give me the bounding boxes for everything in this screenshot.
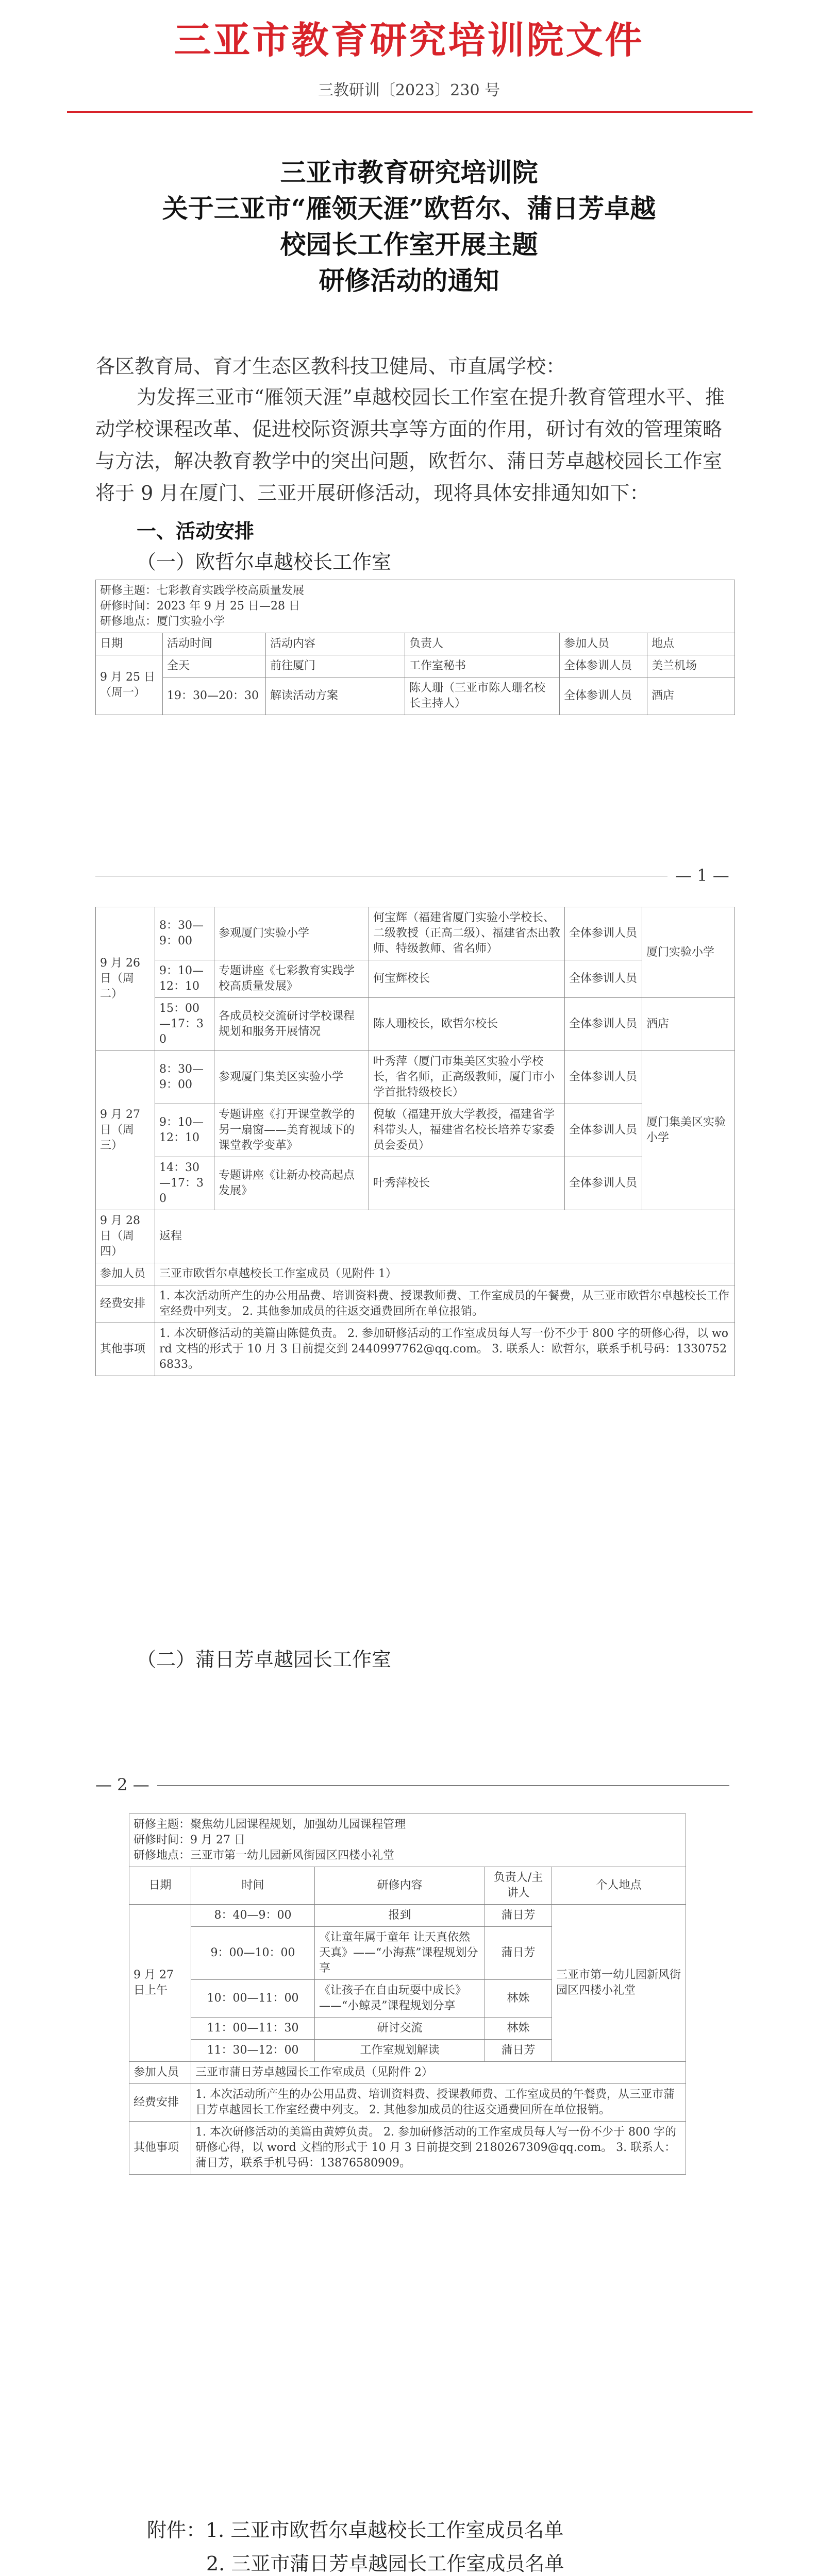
table-row — [96, 1210, 735, 1263]
table-header-row — [129, 1867, 686, 1905]
table-header-row — [96, 633, 735, 655]
schedule-table-kindergarten — [129, 1814, 686, 2175]
addressee: 各区教育局、育才生态区教科技卫健局、市直属学校： — [95, 355, 566, 378]
other-value: 1. 本次研修活动的美篇由陈健负责。 2. 参加研修活动的工作室成员每人写一份不少于 800 字的研修心得，以 word 文档的形式于 10 月 3 日前提交到 2440997762@qq.com。 3. 联系人：欧哲尔，联系手机号码：13307526833。 — [155, 1323, 735, 1376]
table-row — [129, 1905, 686, 1927]
table-row — [129, 2084, 686, 2122]
table-row — [96, 1285, 735, 1323]
time-cell: 19：30—20：30 — [163, 677, 266, 715]
date-cell: 9 月 27 日（周三） — [96, 1051, 155, 1210]
owner-cell: 蒲日芳 — [485, 1927, 552, 1980]
time-cell: 9：10—12：10 — [155, 960, 214, 998]
content-cell: 返程 — [155, 1210, 735, 1263]
header-time: 活动时间 — [163, 633, 266, 655]
place-cell: 美兰机场 — [647, 655, 735, 677]
header-time: 时间 — [191, 1867, 315, 1905]
content-cell: 报到 — [315, 1905, 485, 1927]
time-cell: 8：30—9：00 — [155, 907, 214, 960]
owner-cell: 蒲日芳 — [485, 2040, 552, 2062]
header-participants: 参加人员 — [560, 633, 647, 655]
header-owner: 负责人/主讲人 — [485, 1867, 552, 1905]
other-label: 其他事项 — [96, 1323, 155, 1376]
content-cell: 工作室规划解读 — [315, 2040, 485, 2062]
page-number: — 1 — — [675, 866, 729, 885]
page-separator-line — [157, 1785, 729, 1786]
content-cell: 研讨交流 — [315, 2018, 485, 2040]
header-content: 研修内容 — [315, 1867, 485, 1905]
attachment-line: 2. 三亚市蒲日芳卓越园长工作室成员名单 — [206, 2552, 564, 2575]
table-row — [96, 907, 735, 960]
content-cell: 《让孩子在自由玩耍中成长》——“小鲸灵”课程规划分享 — [315, 1980, 485, 2018]
participants-cell: 全体参训人员 — [565, 1157, 642, 1210]
table-row — [96, 1263, 735, 1285]
owner-cell: 何宝辉（福建省厦门实验小学校长、二级教授（正高二级）、福建省杰出教师、特级教师、省名师） — [369, 907, 565, 960]
funds-value: 1. 本次活动所产生的办公用品费、培训资料费、授课教师费、工作室成员的午餐费，从三亚市蒲日芳卓越园长工作室经费中列支。 2. 其他参加成员的往返交通费回所在单位报销。 — [191, 2084, 686, 2122]
content-cell: 参观厦门实验小学 — [214, 907, 369, 960]
table-info-row — [96, 580, 735, 633]
participants-value: 三亚市蒲日芳卓越园长工作室成员（见附件 2） — [191, 2062, 686, 2084]
participants-cell: 全体参训人员 — [565, 907, 642, 960]
participants-cell: 全体参训人员 — [560, 655, 647, 677]
header-date: 日期 — [129, 1867, 191, 1905]
place-cell: 酒店 — [642, 998, 735, 1051]
owner-cell: 叶秀萍校长 — [369, 1157, 565, 1210]
section-heading: 一、活动安排 — [137, 519, 255, 543]
header-place: 地点 — [647, 633, 735, 655]
schedule-table-principal-main — [95, 907, 735, 1376]
participants-label: 参加人员 — [129, 2062, 191, 2084]
table-row — [96, 1323, 735, 1376]
table-row — [96, 655, 735, 677]
place-cell: 厦门集美区实验小学 — [642, 1051, 735, 1210]
research-location: 研修地点：三亚市第一幼儿园新风街园区四楼小礼堂 — [133, 1849, 395, 1862]
owner-cell: 林姝 — [485, 1980, 552, 2018]
header-content: 活动内容 — [266, 633, 405, 655]
header-place: 个人地点 — [552, 1867, 686, 1905]
date-cell: 9 月 27 日上午 — [129, 1905, 191, 2062]
page-number: — 2 — — [95, 1775, 149, 1794]
other-value: 1. 本次研修活动的美篇由黄婷负责。 2. 参加研修活动的工作室成员每人写一份不少于 800 字的研修心得，以 word 文档的形式于 10 月 3 日前提交到 2180267309@qq.com。 3. 联系人：蒲日芳，联系手机号码：13876580909。 — [191, 2122, 686, 2175]
time-cell: 8：30—9：00 — [155, 1051, 214, 1104]
time-cell: 9：10—12：10 — [155, 1104, 214, 1157]
notice-title-line: 研修活动的通知 — [319, 265, 499, 296]
time-cell: 11：30—12：00 — [191, 2040, 315, 2062]
time-cell: 11：00—11：30 — [191, 2018, 315, 2040]
other-label: 其他事项 — [129, 2122, 191, 2175]
owner-cell: 蒲日芳 — [485, 1905, 552, 1927]
table-row — [96, 677, 735, 715]
document-number: 三教研训〔2023〕230 号 — [318, 81, 500, 99]
time-cell: 全天 — [163, 655, 266, 677]
document-header-title: 三亚市教育研究培训院文件 — [174, 18, 644, 62]
research-time: 研修时间：2023 年 9 月 25 日—28 日 — [100, 600, 300, 613]
participants-label: 参加人员 — [96, 1263, 155, 1285]
notice-title-line: 三亚市教育研究培训院 — [280, 157, 538, 188]
content-cell: 专题讲座《打开课堂教学的另一扇窗——美育视域下的课堂教学变革》 — [214, 1104, 369, 1157]
date-cell: 9 月 25 日 （周一） — [96, 655, 163, 715]
table-info-row — [129, 1814, 686, 1867]
content-cell: 前往厦门 — [266, 655, 405, 677]
content-cell: 各成员校交流研讨学校课程规划和服务开展情况 — [214, 998, 369, 1051]
schedule-table-principal-day1 — [95, 580, 735, 715]
research-theme: 研修主题：聚焦幼儿园课程规划，加强幼儿园课程管理 — [133, 1818, 406, 1831]
table-row — [96, 1157, 735, 1210]
owner-cell: 工作室秘书 — [405, 655, 560, 677]
place-cell: 酒店 — [647, 677, 735, 715]
content-cell: 解读活动方案 — [266, 677, 405, 715]
funds-value: 1. 本次活动所产生的办公用品费、培训资料费、授课教师费、工作室成员的午餐费，从三亚市欧哲尔卓越校长工作室经费中列支。 2. 其他参加成员的往返交通费回所在单位报销。 — [155, 1285, 735, 1323]
research-location: 研修地点：厦门实验小学 — [100, 615, 225, 628]
date-cell: 9 月 26 日（周二） — [96, 907, 155, 1051]
participants-value: 三亚市欧哲尔卓越校长工作室成员（见附件 1） — [155, 1263, 735, 1285]
owner-cell: 叶秀萍（厦门市集美区实验小学校长，省名师，正高级教师，厦门市小学首批特级校长） — [369, 1051, 565, 1104]
participants-cell: 全体参训人员 — [565, 1104, 642, 1157]
content-cell: 专题讲座《七彩教育实践学校高质量发展》 — [214, 960, 369, 998]
table-row — [96, 1051, 735, 1104]
funds-label: 经费安排 — [129, 2084, 191, 2122]
content-cell: 专题讲座《让新办校高起点发展》 — [214, 1157, 369, 1210]
place-cell: 厦门实验小学 — [642, 907, 735, 998]
time-cell: 9：00—10：00 — [191, 1927, 315, 1980]
date-cell: 9 月 28 日（周四） — [96, 1210, 155, 1263]
owner-cell: 何宝辉校长 — [369, 960, 565, 998]
participants-cell: 全体参训人员 — [565, 998, 642, 1051]
notice-title-line: 关于三亚市“雁领天涯”欧哲尔、蒲日芳卓越 — [162, 193, 656, 224]
research-time: 研修时间：9 月 27 日 — [133, 1834, 245, 1846]
attachment-line: 附件：1. 三亚市欧哲尔卓越校长工作室成员名单 — [147, 2519, 564, 2541]
table-row — [129, 2122, 686, 2175]
intro-paragraph: 为发挥三亚市“雁领天涯”卓越校园长工作室在提升教育管理水平、推动学校课程改革、促进校际资源共享等方面的作用，研讨有效的管理策略与方法，解决教育教学中的突出问题，欧哲尔、蒲日芳卓越校园长工作室将于 9 月在厦门、三亚开展研修活动，现将具体安排通知如下： — [95, 386, 725, 504]
time-cell: 15：00—17：30 — [155, 998, 214, 1051]
participants-cell: 全体参训人员 — [565, 1051, 642, 1104]
subsection-heading: （二）蒲日芳卓越园长工作室 — [137, 1648, 392, 1671]
research-theme: 研修主题：七彩教育实践学校高质量发展 — [100, 584, 305, 597]
owner-cell: 倪敏（福建开放大学教授，福建省学科带头人，福建省名校长培养专家委员会委员） — [369, 1104, 565, 1157]
table-row — [96, 960, 735, 998]
participants-cell: 全体参训人员 — [560, 677, 647, 715]
time-cell: 8：40—9：00 — [191, 1905, 315, 1927]
place-cell: 三亚市第一幼儿园新风街园区四楼小礼堂 — [552, 1905, 686, 2062]
time-cell: 14：30—17：30 — [155, 1157, 214, 1210]
owner-cell: 陈人珊（三亚市陈人珊名校长主持人） — [405, 677, 560, 715]
funds-label: 经费安排 — [96, 1285, 155, 1323]
notice-title-line: 校园长工作室开展主题 — [280, 229, 538, 260]
notice-title — [0, 155, 818, 299]
participants-cell: 全体参训人员 — [565, 960, 642, 998]
owner-cell: 陈人珊校长，欧哲尔校长 — [369, 998, 565, 1051]
subsection-heading: （一）欧哲尔卓越校长工作室 — [137, 551, 392, 573]
content-cell: 参观厦门集美区实验小学 — [214, 1051, 369, 1104]
header-owner: 负责人 — [405, 633, 560, 655]
table-row — [96, 1104, 735, 1157]
table-row — [129, 2062, 686, 2084]
owner-cell: 林姝 — [485, 2018, 552, 2040]
time-cell: 10：00—11：00 — [191, 1980, 315, 2018]
header-date: 日期 — [96, 633, 163, 655]
content-cell: 《让童年属于童年 让天真依然天真》——“小海燕”课程规划分享 — [315, 1927, 485, 1980]
table-row — [96, 998, 735, 1051]
red-divider — [67, 111, 753, 113]
